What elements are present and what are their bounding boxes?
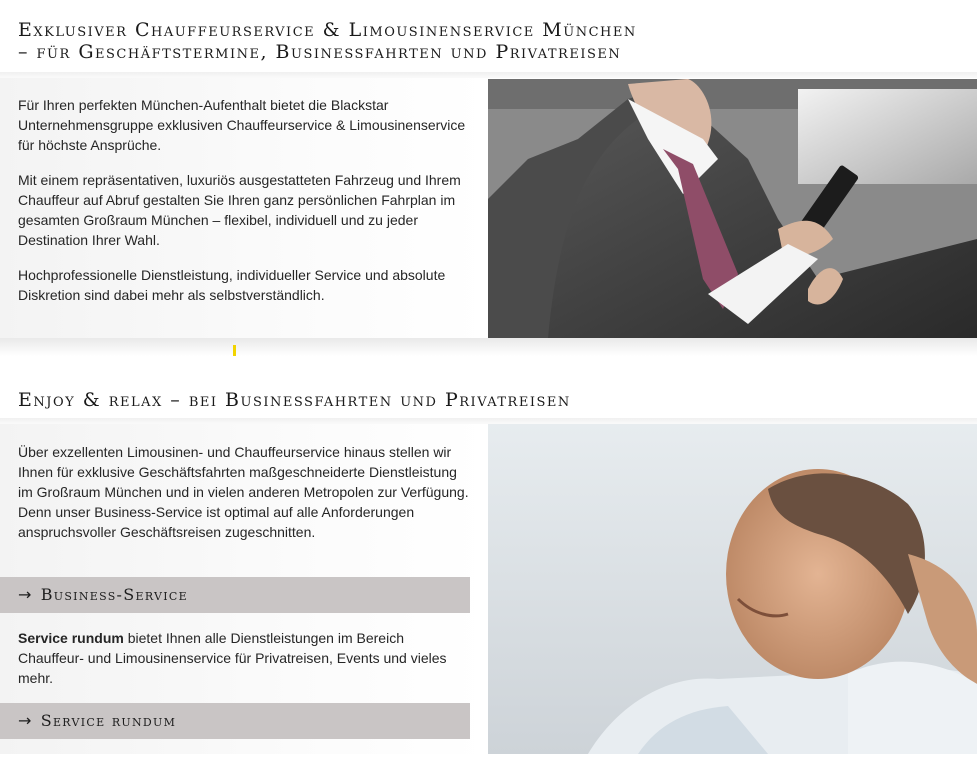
section1-paragraph-2: Mit einem repräsentativen, luxuriös ausgestatteten Fahrzeug und Ihrem Chauffeur auf Abruf gestalten Sie Ihren ganz persönlichen Fahrplan im gesamten Großraum München – flexibel, individuell und zu jeder Destination Ihrer Wahl.	[18, 172, 461, 248]
section1-text-panel	[0, 78, 488, 338]
section2-paragraph: Über exzellenten Limousinen- und Chauffeurservice hinaus stellen wir Ihnen für exklusive Geschäftsfahrten maßgeschneiderte Dienstleistung im Großraum München und in vielen anderen Metropolen zur Verfügung. Denn unser Business-Service ist optimal auf alle Anforderungen anspruchsvoller Geschäftsreisen zugeschnitten.	[18, 444, 469, 540]
business-service-link[interactable]	[0, 577, 470, 613]
service-rundum-paragraph	[18, 628, 473, 688]
section-separator-shadow	[0, 338, 977, 356]
businessman-tablet-photo	[488, 79, 977, 338]
businessman-tablet-illustration	[488, 79, 977, 338]
section1-heading-line2: – für Geschäftstermine, Businessfahrten und Privatreisen	[18, 41, 622, 63]
section1-heading-line1: Exklusiver Chauffeurservice & Limousinenservice München	[18, 19, 637, 41]
arrow-right-icon: →	[18, 585, 33, 604]
service-rundum-label: Service rundum	[40, 711, 177, 730]
arrow-right-icon: →	[18, 711, 33, 730]
section1-paragraph-3: Hochprofessionelle Dienstleistung, individueller Service und absolute Diskretion sind dabei mehr als selbstverständlich.	[18, 267, 446, 303]
service-rundum-bold: Service rundum	[18, 630, 124, 646]
section2-heading: Enjoy & relax – bei Businessfahrten und Privatreisen	[18, 389, 571, 411]
service-rundum-link[interactable]	[0, 703, 470, 739]
relaxed-man-illustration	[488, 424, 977, 754]
service-rundum-text: bietet Ihnen alle Dienstleistungen im Bereich Chauffeur- und Limousinenservice für Privatreisen, Events und vieles mehr.	[18, 630, 447, 686]
yellow-accent-mark	[233, 345, 236, 356]
section1-paragraph-1: Für Ihren perfekten München-Aufenthalt bietet die Blackstar Unternehmensgruppe exklusiven Chauffeurservice & Limousinenservice für höchste Ansprüche.	[18, 97, 466, 153]
business-service-label: Business-Service	[40, 585, 188, 604]
section1-heading	[18, 19, 637, 63]
relaxed-man-photo	[488, 424, 977, 754]
